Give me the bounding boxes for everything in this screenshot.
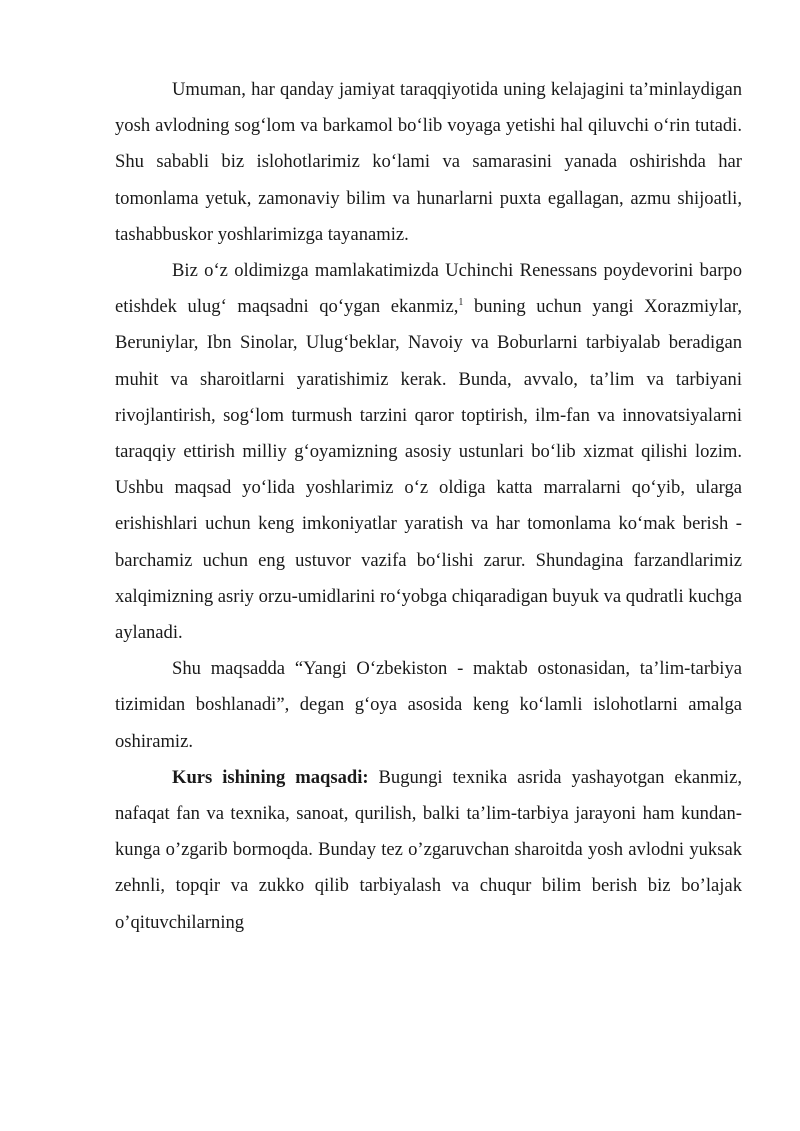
paragraph-3: Shu maqsadda “Yangi O‘zbekiston - maktab ostonasidan, ta’lim-tarbiya tizimidan boshlanadi”, degan g‘oya asosida keng ko‘lamli islohotlarni amalga oshiramiz. [115, 658, 742, 752]
course-goal-heading: Kurs ishining maqsadi: [172, 766, 369, 788]
paragraph-2-text-after: buning uchun yangi Xorazmiylar, Beruniylar, Ibn Sinolar, Ulug‘beklar, Navoiy va Boburlarni tarbiyalab beradigan muhit va sharoitlarni yaratishimiz kerak. Bunda, avvalo, ta’lim va tarbiyani rivojlantirish, sog‘lom turmush tarzini qaror toptirish, ilm-fan va innovatsiyalarni taraqqiy ettirish milliy g‘oyamizning asosiy ustunlari bo‘lib xizmat qilishi lozim. Ushbu maqsad yo‘lida yoshlarimiz o‘z oldiga katta marralarni qo‘yib, ularga erishishlari uchun keng imkoniyatlar yaratish va har tomonlama ko‘mak berish - barchamiz uchun eng ustuvor vazifa bo‘lishi zarur. Shundagina farzandlarimiz xalqimizning asriy orzu-umidlarini ro‘yobga chiqaradigan buyuk va qudratli kuchga aylanadi. [115, 296, 742, 644]
paragraph-2-text-before: Biz o‘z oldimizga mamlakatimizda Uchinchi Renessans poydevorini barpo etishdek ulug‘ maqsadni qo‘ygan ekanmiz, [115, 260, 742, 318]
document-body [115, 72, 742, 941]
footnote-reference[interactable]: 1 [458, 297, 464, 309]
paragraph-4-text: Bugungi texnika asrida yashayotgan ekanmiz, nafaqat fan va texnika, sanoat, qurilish, balki ta’lim-tarbiya jarayoni ham kundan-kunga o’zgarib bormoqda. Bunday tez o’zgaruvchan sharoitda yosh avlodni yuksak zehnli, topqir va zukko qilib tarbiyalash va chuqur bilim berish biz bo’lajak o’qituvchilarning [115, 766, 742, 933]
paragraph-2 [115, 253, 742, 651]
paragraph-1: Umuman, har qanday jamiyat taraqqiyotida uning kelajagini ta’minlaydigan yosh avlodning sog‘lom va barkamol bo‘lib voyaga yetishi hal qiluvchi o‘rin tutadi. Shu sababli biz islohotlarimiz ko‘lami va samarasini yanada oshirishda har tomonlama yetuk, zamonaviy bilim va hunarlarni puxta egallagan, azmu shijoatli, tashabbuskor yoshlarimizga tayanamiz. [115, 79, 742, 245]
paragraph-4 [115, 760, 742, 941]
